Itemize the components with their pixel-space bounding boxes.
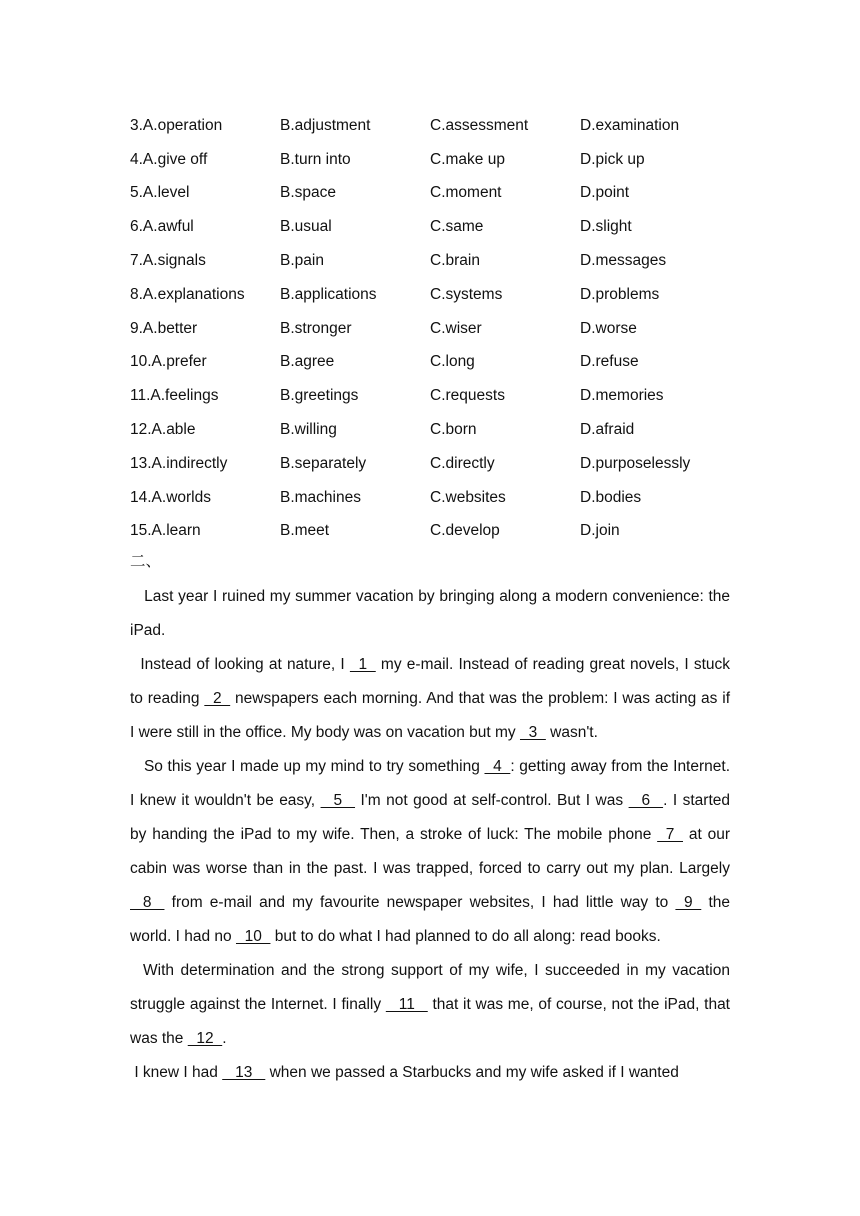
option-row bbox=[130, 413, 730, 447]
passage-text: . I started by handing the iPad to my wife. Then, a stroke of luck: The mobile phone bbox=[130, 792, 730, 843]
passage-text: Instead of looking at nature, I bbox=[140, 656, 350, 673]
option-d: D.pick up bbox=[580, 150, 645, 168]
option-row bbox=[130, 481, 730, 515]
option-a: 15.A.learn bbox=[130, 522, 201, 540]
passage-text: that it was me, of course, not the iPad, that was the bbox=[130, 996, 730, 1047]
cloze-blank: 12 bbox=[187, 1030, 223, 1047]
option-c: C.make up bbox=[430, 150, 505, 168]
option-c: C.same bbox=[430, 218, 484, 236]
cloze-blank: 3 bbox=[519, 724, 546, 741]
passage-text: wasn't. bbox=[545, 724, 598, 741]
option-row bbox=[130, 244, 730, 278]
option-d: D.examination bbox=[580, 116, 680, 134]
option-c: C.born bbox=[430, 421, 477, 439]
option-d: D.slight bbox=[580, 218, 632, 236]
passage-text: newspapers each morning. And that was the problem: I was acting as if I were still in the office. My body was on vacation but my bbox=[130, 690, 730, 741]
option-row bbox=[130, 379, 730, 413]
option-a: 9.A.better bbox=[130, 319, 198, 337]
option-b: B.applications bbox=[280, 285, 377, 303]
option-row bbox=[130, 109, 730, 143]
option-d: D.messages bbox=[580, 252, 667, 270]
option-a: 5.A.level bbox=[130, 184, 190, 202]
option-b: B.willing bbox=[280, 421, 337, 439]
passage-text: With determination and the strong support of my wife, I succeeded in my vacation struggle against the Internet. I finally bbox=[130, 962, 730, 1013]
cloze-blank: 2 bbox=[204, 690, 231, 707]
option-a: 13.A.indirectly bbox=[130, 454, 228, 472]
option-b: B.meet bbox=[280, 522, 330, 540]
option-a: 4.A.give off bbox=[130, 150, 208, 168]
option-d: D.afraid bbox=[580, 421, 635, 439]
option-c: C.wiser bbox=[430, 319, 482, 337]
cloze-blank: 10 bbox=[235, 928, 271, 945]
passage-text: but to do what I had planned to do all along: read books. bbox=[270, 928, 661, 945]
option-d: D.join bbox=[580, 522, 620, 540]
option-row bbox=[130, 515, 730, 549]
option-d: D.problems bbox=[580, 285, 660, 303]
cloze-blank: 9 bbox=[675, 894, 702, 911]
option-d: D.worse bbox=[580, 319, 637, 337]
option-b: B.space bbox=[280, 184, 337, 202]
option-c: C.websites bbox=[430, 488, 506, 506]
option-row bbox=[130, 447, 730, 481]
cloze-passage bbox=[130, 580, 730, 1090]
option-d: D.purposelessly bbox=[580, 454, 691, 472]
option-d: D.point bbox=[580, 184, 630, 202]
option-c: C.systems bbox=[430, 285, 503, 303]
option-row bbox=[130, 312, 730, 346]
passage-text: my e-mail. Instead of reading great novels, I stuck to reading bbox=[130, 656, 731, 707]
option-a: 3.A.operation bbox=[130, 116, 223, 134]
passage-text: : getting away from the Internet. I knew it wouldn't be easy, bbox=[130, 758, 731, 809]
passage-text: the world. I had no bbox=[130, 894, 730, 945]
option-a: 7.A.signals bbox=[130, 252, 206, 270]
option-c: C.develop bbox=[430, 522, 500, 540]
cloze-blank: 5 bbox=[320, 792, 356, 809]
passage-paragraph bbox=[130, 750, 730, 954]
option-b: B.turn into bbox=[280, 150, 351, 168]
option-d: D.refuse bbox=[580, 353, 639, 371]
option-c: C.requests bbox=[430, 387, 505, 405]
option-c: C.brain bbox=[430, 252, 480, 270]
option-d: D.memories bbox=[580, 387, 664, 405]
cloze-blank: 1 bbox=[349, 656, 376, 673]
option-a: 6.A.awful bbox=[130, 218, 194, 236]
option-c: C.assessment bbox=[430, 116, 529, 134]
option-a: 8.A.explanations bbox=[130, 285, 245, 303]
cloze-blank: 8 bbox=[130, 894, 165, 911]
option-row bbox=[130, 143, 730, 177]
option-c: C.moment bbox=[430, 184, 502, 202]
option-c: C.long bbox=[430, 353, 475, 371]
option-b: B.greetings bbox=[280, 387, 359, 405]
option-b: B.usual bbox=[280, 218, 332, 236]
option-b: B.separately bbox=[280, 454, 367, 472]
passage-paragraph bbox=[130, 580, 730, 648]
option-b: B.machines bbox=[280, 488, 361, 506]
option-d: D.bodies bbox=[580, 488, 642, 506]
option-a: 12.A.able bbox=[130, 421, 196, 439]
option-b: B.stronger bbox=[280, 319, 352, 337]
passage-text: . bbox=[222, 1030, 227, 1047]
option-b: B.adjustment bbox=[280, 116, 371, 134]
passage-text: Last year I ruined my summer vacation by bringing along a modern convenience: the iPad. bbox=[130, 588, 730, 639]
paragraph-indent bbox=[130, 758, 144, 775]
passage-text: from e-mail and my favourite newspaper websites, I had little way to bbox=[164, 894, 676, 911]
passage-text: I'm not good at self-control. But I was bbox=[355, 792, 629, 809]
cloze-blank: 13 bbox=[222, 1064, 266, 1081]
option-b: B.agree bbox=[280, 353, 335, 371]
option-a: 10.A.prefer bbox=[130, 353, 207, 371]
paragraph-indent bbox=[130, 656, 140, 673]
passage-text: at our cabin was worse than in the past. I was trapped, forced to carry out my plan. Largely bbox=[130, 826, 730, 877]
passage-paragraph bbox=[130, 648, 730, 750]
paragraph-indent bbox=[130, 588, 144, 605]
passage-paragraph bbox=[130, 1056, 730, 1090]
option-a: 11.A.feelings bbox=[130, 387, 219, 405]
cloze-blank: 6 bbox=[628, 792, 664, 809]
paragraph-indent bbox=[130, 962, 143, 979]
option-row bbox=[130, 177, 730, 211]
option-row bbox=[130, 210, 730, 244]
cloze-blank: 4 bbox=[484, 758, 511, 775]
cloze-blank: 11 bbox=[385, 996, 428, 1013]
passage-text: So this year I made up my mind to try something bbox=[143, 758, 485, 775]
options-table bbox=[130, 109, 730, 548]
passage-text: when we passed a Starbucks and my wife asked if I wanted bbox=[265, 1064, 679, 1081]
passage-paragraph bbox=[130, 954, 730, 1056]
option-row bbox=[130, 278, 730, 312]
section-marker: 二、 bbox=[130, 553, 162, 570]
option-b: B.pain bbox=[280, 252, 324, 270]
option-a: 14.A.worlds bbox=[130, 488, 211, 506]
cloze-blank: 7 bbox=[657, 826, 683, 843]
option-row bbox=[130, 346, 730, 380]
passage-text: I knew I had bbox=[134, 1064, 223, 1081]
option-c: C.directly bbox=[430, 454, 495, 472]
